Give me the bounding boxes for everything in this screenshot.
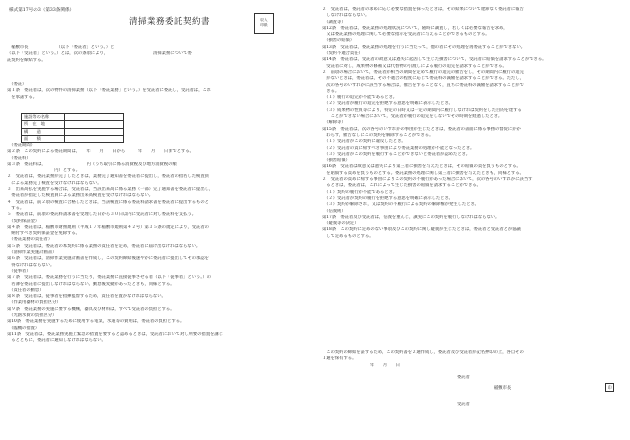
text-line: （３）成果物の性質等により，特定の日時又は一定の期間内に履行しなければ契約をした目的を達する [322, 107, 522, 113]
text-line: 第１条 委託者は，次の物件の清掃業務（以下「委託業務」という。）を受託者に委託し，受託者は，これ [7, 88, 212, 94]
text-line: 円）とする。 [7, 168, 81, 174]
text-line: ことができない場合において，受託者が履行の追完をしないでその時期を経過したとき。 [322, 114, 503, 120]
revenue-stamp-label: 収入 印紙 [260, 18, 268, 27]
text-line: を承諾する。 [7, 94, 38, 100]
text-line: （解除等） [322, 120, 346, 126]
text-line: わらず，催告なしにこの契約を解除することができる。 [322, 132, 434, 138]
text-line: （委託期間） [7, 143, 35, 148]
text-line: （清掃作業実施計画書） [7, 250, 57, 256]
facility-table [21, 113, 124, 143]
text-line: 第10条 委託業務を実施するために使用する電気，水道等の費用は，委託者の負担とする。 [7, 319, 185, 325]
text-line: （委託料） [7, 155, 31, 161]
text-line: 次の各号のいずれかに該当する場合は，催告をすることなく，直ちに委託料の減額を請求することがで [322, 82, 524, 88]
text-line: 第９条 委託業務の実施に要する機械，器具及び材料は，すべて受託者の負担とする。 [7, 306, 175, 312]
text-line: （３）受託者がこの契約を履行することができないと委託者が認めたとき。 [322, 151, 471, 157]
table-key: 施設等の名称 [22, 114, 65, 121]
text-line: （光熱水費の負担区分） [7, 313, 57, 319]
text-line: 第４条 委託者は，稲敷市財務規則（平成１７年稲敷市規則第４２号）第３５条の規定により，受託者の [7, 224, 209, 230]
table-value [65, 128, 124, 135]
text-line: 第13条 受託者は，委託業務の処理を行うに当たって，他の者にその処理を再委託することができない。 [322, 44, 526, 50]
text-line: （損害の賠償） [322, 38, 355, 44]
text-line: して定めるものとする。 [322, 233, 374, 239]
text-line: 第７条 受託者は，委託業務を行うに当たり，委託業務に直接従事させる者（以下「従事者」という。）の [7, 275, 212, 281]
text-line: （２）受託者の責に帰すべき事由により委託業務の処理が不能となったとき。 [322, 145, 475, 151]
text-line: ２ 受託者は，委託者の求めに応じ必要な措置を採ったときは，その結果について遅滞なく委託者に報告 [322, 7, 524, 12]
text-line: 委託者が指定した検査員による業務出来高検査を受けなければならない。 [7, 193, 154, 199]
text-line: しなければならない。 [322, 13, 370, 19]
parties-block [7, 45, 312, 64]
text-line: るときは，委託者は，これによって生じた損害の賠償を請求することができる。 [322, 183, 481, 189]
text-line: （責任者の勤怠） [7, 287, 44, 293]
form-number: 様式第17号の3（第33条関係） [9, 8, 75, 13]
closing-line: １通を保有する。 [322, 356, 357, 362]
text-line: 第３条 委託料は， 円（うち取引に係る消費税及び地方消費税の額 [7, 161, 177, 167]
article-1-block [7, 82, 312, 101]
table-key: 所 在 地 [22, 121, 65, 128]
text-line: がないときは，委託者は，その不適合の程度に応じて委託料の減額を請求することができる。ただし， [322, 76, 524, 82]
text-line: 第６条 受託者は，清掃作業実施計画書を作成し，この契約締結後速やかに委託者に提出してその承認を [7, 256, 209, 262]
closing-block [322, 350, 622, 409]
text-line: 第５条 受託者は，委託者の本契約に係る業務の責任者を定め，委託者に届け出なければならない。 [7, 243, 201, 249]
text-line: を賠償する責めを負うものとする。委託業務の処理に関し第三者に損害を与えたときも，同様とする。 [322, 170, 524, 176]
text-line: （損害賠償） [322, 158, 350, 164]
text-line: （従事者） [7, 268, 31, 274]
text-line: （契約不適合責任） [322, 51, 363, 57]
text-line: （信義則） [322, 208, 346, 214]
articles-2-11-block [7, 143, 312, 345]
text-line: （２）受託者が契約の履行を拒絶する意思を明確に表示したとき。 [322, 195, 453, 201]
client-name: 稲敷市長 [494, 386, 512, 392]
text-line: による業務完了検査を受けなければならない。 [7, 180, 102, 186]
text-line: （臨機の措置） [7, 325, 40, 331]
text-line: 納付すべき契約保証金を免除する。 [7, 231, 80, 237]
table-row [22, 121, 124, 128]
text-line: ２ 受託者は，委託業務が完了したときは，業務完了通知書を委託者に提出し，委託者の指名した検査員 [7, 174, 209, 180]
text-line: きる。 [322, 88, 340, 94]
text-line: （疑義等の決定） [322, 221, 359, 227]
text-line: ３ 出来高払を実施する場合は，受託者は，当該出来高に係る業務（一部）完了通知書を委託者に提出し， [7, 187, 214, 193]
text-line: 得なければならない。 [7, 262, 55, 268]
text-line: （１）契約の履行が不能であるとき。 [322, 189, 398, 195]
contractor-label: 受託者 [457, 402, 470, 408]
parties-line: 託契約を締結する。 [7, 57, 46, 63]
table-row [22, 114, 124, 121]
text-line: ２ 受託者の責めに帰する事由によりこの契約の不履行があった場合において，次の各号のいずれかに該当す [322, 177, 533, 183]
text-line: るとともに，委託者に通知しなければならない。 [7, 338, 106, 344]
text-line: 名簿を委託者に提出しなければならない。勤怠後変動があったときも，同様とする。 [7, 281, 175, 287]
parties-line: 稲敷市長 （以下「委託者」という。）と [7, 45, 115, 50]
text-line: 第18条 この契約に定めのない事項及びこの契約に関し疑義が生じたときは，委託者と受託者とが協議 [322, 227, 521, 233]
table-value [65, 135, 124, 142]
text-line: 又は委託業務の処理に関して必要な指示を受託者に与えることができるものとする。 [322, 32, 490, 38]
revenue-stamp-box [254, 13, 274, 34]
table-key: 構 造 [22, 128, 65, 135]
table-row [22, 135, 124, 142]
text-line: する。 [7, 205, 25, 211]
closing-line: この契約の締結を証するため，この契約書を２通作成し，委託者及び受託者が記名押印の上，各自その [322, 350, 524, 355]
text-line: （１）履行の追完が不能であるとき。 [322, 95, 398, 101]
text-line: （３）契約が解除され，又は契約の不履行による契約の解除権が発生したとき。 [322, 202, 479, 208]
text-line: ４ 受託者は，前２項の検査に合格したときは，当該検査に係る委託料請求書を委託者に提出するものと [7, 199, 209, 205]
text-line: 第17条 委託者及び受託者は，信義を重んじ，誠実にこの契約を履行しなければならない。 [322, 214, 500, 220]
text-line: （委託業務の責任者） [7, 237, 53, 243]
seal-mark: 印 [605, 383, 614, 392]
text-line: 第８条 受託者は，従事者を指揮監督するため，責任者を置かなければならない。 [7, 294, 166, 300]
text-line: 第15条 委託者は，次の各号のいずれかの事由が生じたときは，委託者の書面に係る事務の督促にかか [322, 126, 521, 132]
client-label: 委託者 [457, 374, 470, 380]
text-line: 第11条 受託者は，委託業務実施上緊急の措置を要すると認めるときは，受託者において対し所要の措置を講じ [7, 331, 224, 337]
date-line: 年 月 日 [370, 362, 401, 368]
text-line: 第16条 受託者は故意又は過失により第三者に損害を与えたときは，その賠償の責を負うものとする。 [322, 164, 521, 170]
text-line: （契約保証金） [7, 218, 40, 224]
table-row [22, 128, 124, 135]
text-line: 受託者に対し，成果物の修補又は代替物の引渡しによる履行の追完を請求することができる。 [322, 63, 507, 69]
text-line: ５ 委託者は，前項の委託料請求書を受理した日から３０日以内に受託者に対し委託料を支払う。 [7, 212, 197, 218]
text-line: ２ 前項の場合において，委託者が相当の期間を定めて履行の追完の催告をし，その期間内に履行の追完 [322, 69, 524, 75]
document-title: 清掃業務委託契約書 [129, 17, 211, 27]
text-line: （委託） [7, 82, 27, 87]
text-line: 第２条 この契約による委託期間は， 年 月 日から 年 月 日までとする。 [7, 149, 194, 155]
text-line: （作業用器材の負担区分） [7, 300, 61, 306]
articles-11-18-block [322, 7, 622, 240]
table-value [65, 121, 124, 128]
table-key: 面 積 [22, 135, 65, 142]
text-line: （１）受託者がこの契約に違反したとき。 [322, 139, 406, 145]
text-line: 第12条 委託者は，委託業務の処理状況について，随時に調査し，若しくは必要な報告を求め， [322, 25, 508, 31]
text-line: （２）受託者が履行の追完を拒絶する意思を明確に表示したとき。 [322, 101, 453, 107]
table-value [65, 114, 124, 121]
parties-line: （以下「受託者」という。）とは，次の条項により， 清掃業務について委 [7, 51, 192, 57]
text-line: 第14条 委託者は，受託者の故意又は過失に起因して生じた損害について，受託者に賠償を請求することができる。 [322, 57, 547, 63]
text-line: （調査等） [322, 19, 346, 25]
client-signature-line [322, 383, 622, 392]
